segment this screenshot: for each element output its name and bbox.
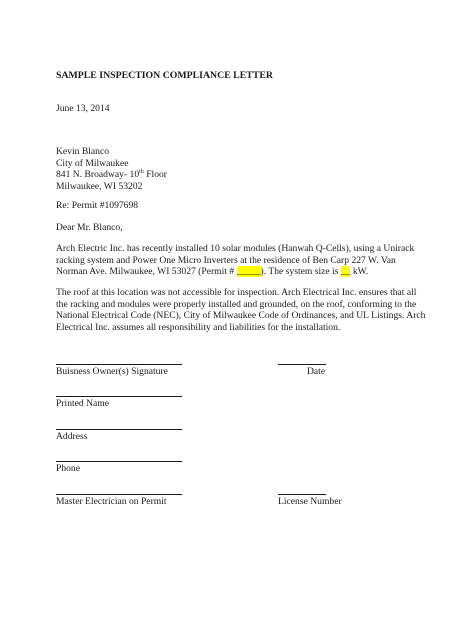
- address-line: [56, 429, 182, 430]
- paragraph-text: kW.: [350, 266, 369, 278]
- paragraph-line: the racking and modules were properly installed and grounded, on the roof, conforming to the: [56, 298, 417, 310]
- letter-date: June 13, 2014: [56, 103, 110, 114]
- license-number-label: License Number: [278, 496, 342, 507]
- date-label: Date: [307, 366, 326, 377]
- paragraph-compliance: [56, 287, 425, 334]
- paragraph-line: The roof at this location was not accessible for inspection. Arch Electrical Inc. ensures that all: [56, 287, 417, 298]
- paragraph-text: Norman Ave. Milwaukee, WI 53027 (Permit #: [56, 266, 237, 278]
- phone-label: Phone: [56, 463, 80, 474]
- master-electrician-line: [56, 494, 182, 495]
- recipient-street: [56, 169, 167, 181]
- owner-signature-line: [56, 364, 182, 365]
- date-line: [278, 364, 326, 365]
- paragraph-line: Electrical Inc. assumes all responsibility and liabilities for the installation.: [56, 322, 341, 334]
- phone-line: [56, 461, 182, 462]
- address-label: Address: [56, 431, 88, 442]
- recipient-city: Milwaukee, WI 53202: [56, 180, 143, 192]
- permit-reference: Re: Permit #1097698: [56, 200, 139, 211]
- printed-name-line: [56, 396, 182, 397]
- recipient-address: [56, 146, 167, 192]
- street-ordinal: th: [139, 169, 144, 176]
- paragraph-line: Arch Electric Inc. has recently installed 10 solar modules (Hanwah Q-Cells), using a Unirack: [56, 243, 415, 254]
- paragraph-line: [56, 266, 414, 278]
- recipient-name: Kevin Blanco: [56, 146, 110, 157]
- master-electrician-label: Master Electrician on Permit: [56, 496, 167, 507]
- letter-title: SAMPLE INSPECTION COMPLIANCE LETTER: [56, 70, 273, 81]
- owner-signature-label: Buisness Owner(s) Signature: [56, 366, 168, 377]
- paragraph-installation: [56, 243, 414, 278]
- printed-name-label: Printed Name: [56, 398, 110, 409]
- paragraph-line: racking system and Power One Micro Inverters at the residence of Ben Carp 227 W. Van: [56, 254, 396, 266]
- recipient-organization: City of Milwaukee: [56, 157, 129, 169]
- street-floor: Floor: [143, 169, 168, 181]
- permit-number-blank: _____: [236, 266, 261, 278]
- paragraph-line: National Electrical Code (NEC), City of Milwaukee Code of Ordinances, and UL Listings. Arch: [56, 310, 426, 322]
- system-size-blank: __: [340, 266, 351, 278]
- salutation: Dear Mr. Blanco,: [56, 222, 123, 233]
- paragraph-text: ). The system size is: [260, 266, 341, 278]
- license-number-line: [278, 494, 326, 495]
- street-main: 841 N. Broadway- 10: [56, 169, 140, 181]
